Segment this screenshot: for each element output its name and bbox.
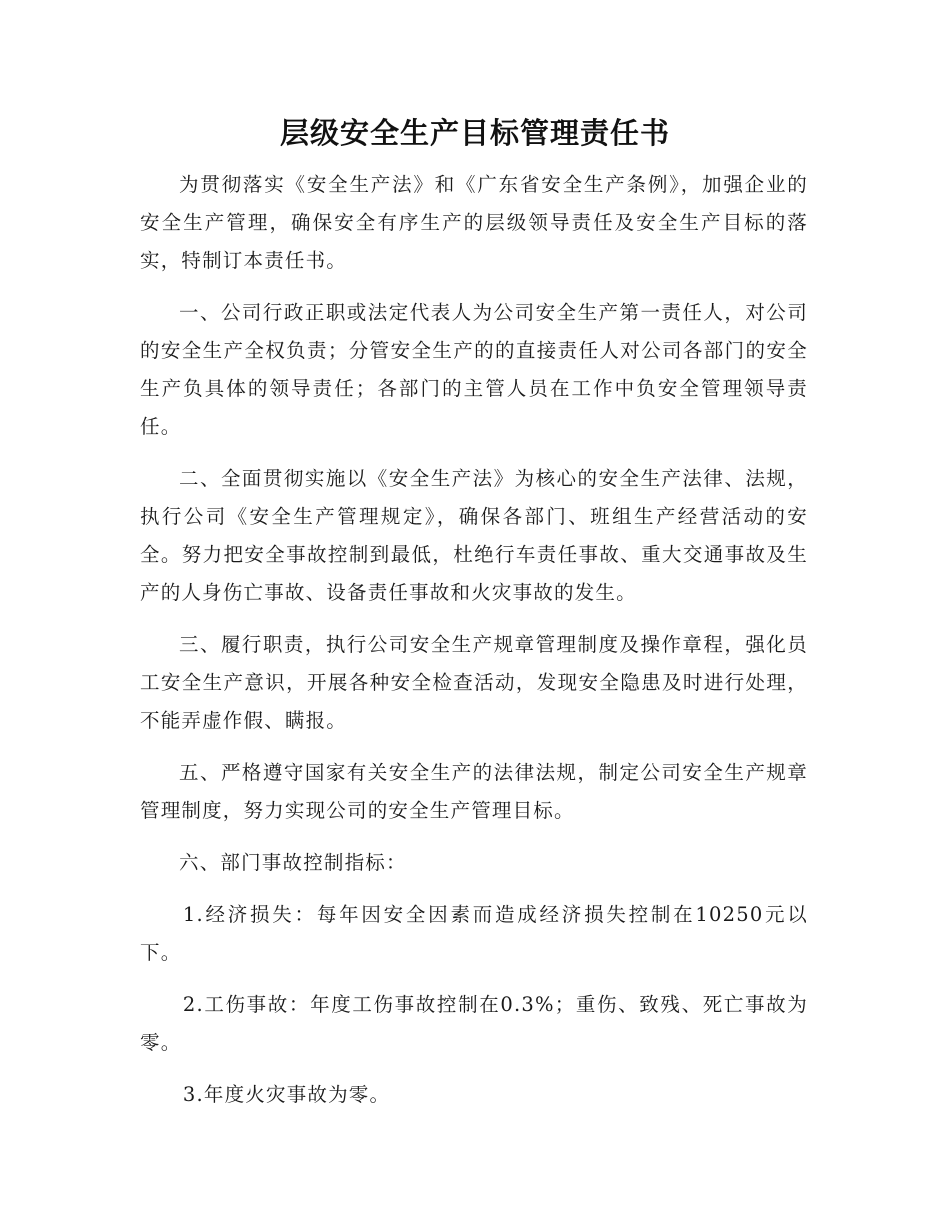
paragraph-clause-6: 六、部门事故控制指标：	[179, 851, 407, 874]
indicator-item-1: 1.经济损失：每年因安全因素而造成经济损失控制在10250元以下。	[140, 903, 808, 964]
paragraph-clause-1: 一、公司行政正职或法定代表人为公司安全生产第一责任人，对公司的安全生产全权负责；分管安全生产的的直接责任人对公司各部门的安全生产负具体的领导责任；各部门的主管人员在工作中负安全管理领导责任。	[140, 301, 808, 438]
paragraph-clause-2: 二、全面贯彻实施以《安全生产法》为核心的安全生产法律、法规，执行公司《安全生产管理规定》，确保各部门、班组生产经营活动的安全。努力把安全事故控制到最低，杜绝行车责任事故、重大交通事故及生产的人身伤亡事故、设备责任事故和火灾事故的发生。	[140, 467, 808, 604]
paragraph-clause-5: 五、严格遵守国家有关安全生产的法律法规，制定公司安全生产规章管理制度，努力实现公司的安全生产管理目标。	[140, 761, 808, 822]
paragraph-clause-3: 三、履行职责，执行公司安全生产规章管理制度及操作章程，强化员工安全生产意识，开展各种安全检查活动，发现安全隐患及时进行处理，不能弄虚作假、瞒报。	[140, 633, 808, 732]
document-body	[140, 166, 808, 1128]
paragraph-intro: 为贯彻落实《安全生产法》和《广东省安全生产条例》，加强企业的安全生产管理，确保安全有序生产的层级领导责任及安全生产目标的落实，特制订本责任书。	[140, 173, 808, 272]
document-title: 层级安全生产目标管理责任书	[279, 116, 670, 150]
indicator-item-3: 3.年度火灾事故为零。	[182, 1083, 391, 1106]
indicator-item-2: 2.工伤事故：年度工伤事故控制在0.3%；重伤、致残、死亡事故为零。	[140, 993, 808, 1054]
